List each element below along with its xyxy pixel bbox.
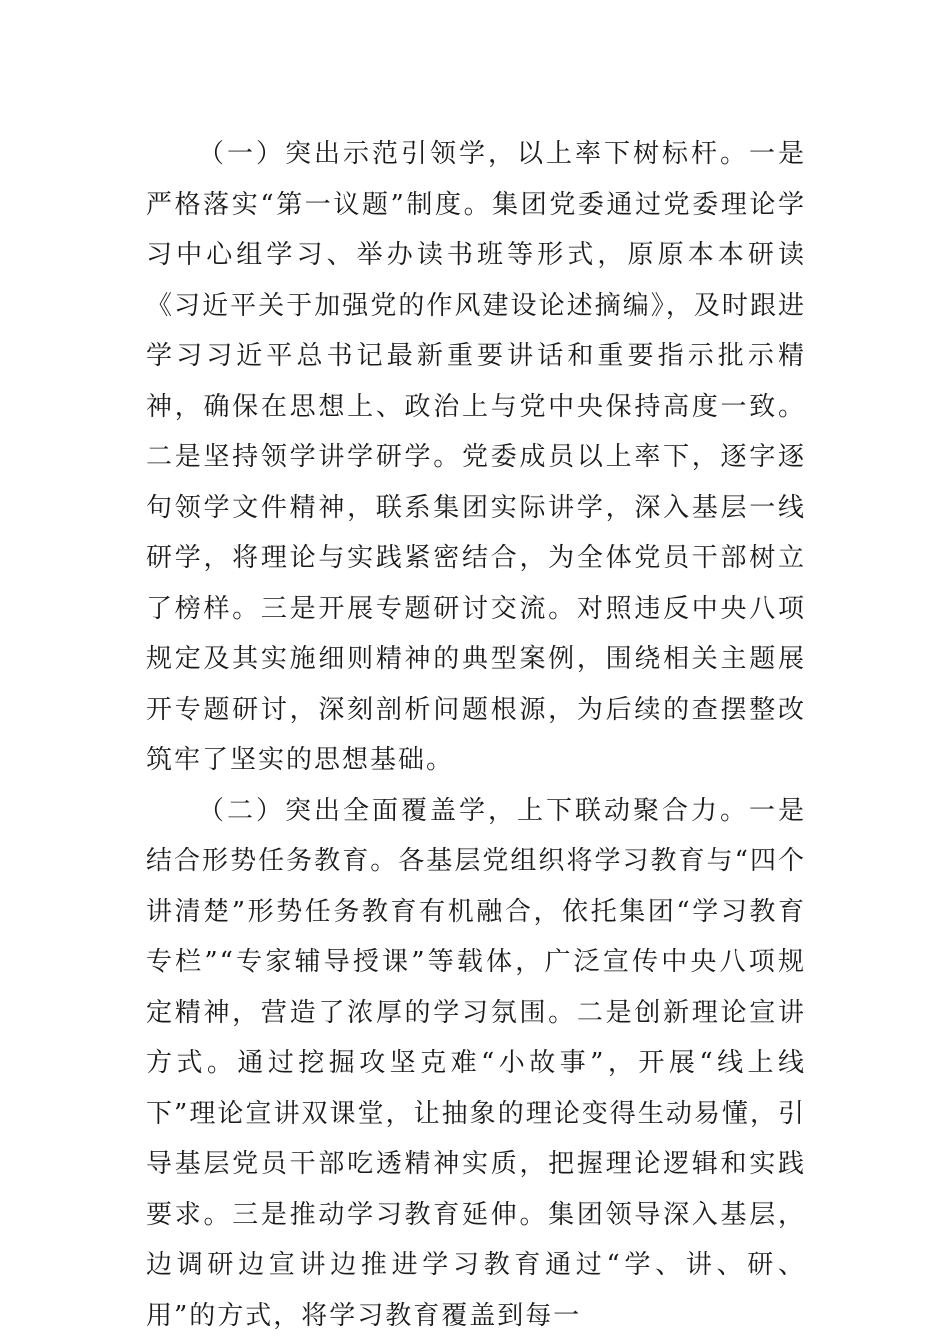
document-body [146,129,806,1341]
paragraph-1: （一）突出示范引领学，以上率下树标杆。一是严格落实“第一议题”制度。集团党委通过党委理论学习中心组学习、举办读书班等形式，原原本本研读《习近平关于加强党的作风建设论述摘编》，及时跟进学习习近平总书记最新重要讲话和重要指示批示精神，确保在思想上、政治上与党中央保持高度一致。二是坚持领学讲学研学。党委成员以上率下，逐字逐句领学文件精神，联系集团实际讲学，深入基层一线研学，将理论与实践紧密结合，为全体党员干部树立了榜样。三是开展专题研讨交流。对照违反中央八项规定及其实施细则精神的典型案例，围绕相关主题展开专题研讨，深刻剖析问题根源，为后续的查摆整改筑牢了坚实的思想基础。 [146,139,806,775]
paragraph-2: （二）突出全面覆盖学，上下联动聚合力。一是结合形势任务教育。各基层党组织将学习教育与“四个讲清楚”形势任务教育有机融合，依托集团“学习教育专栏”“专家辅导授课”等载体，广泛宣传中央八项规定精神，营造了浓厚的学习氛围。二是创新理论宣讲方式。通过挖掘攻坚克难“小故事”，开展“线上线下”理论宣讲双课堂，让抽象的理论变得生动易懂，引导基层党员干部吃透精神实质，把握理论逻辑和实践要求。三是推动学习教育延伸。集团领导深入基层，边调研边宣讲边推进学习教育通过“学、讲、研、用”的方式，将学习教育覆盖到每一 [146,795,806,1331]
